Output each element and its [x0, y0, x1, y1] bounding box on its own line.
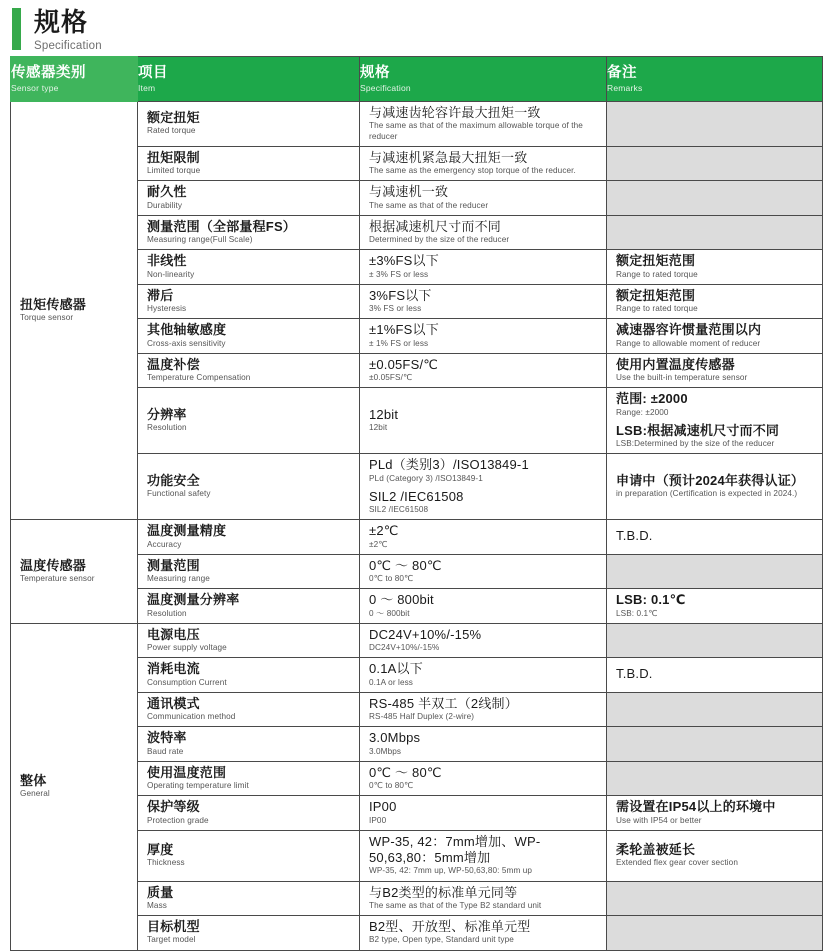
- remark-en: Use with IP54 or better: [616, 815, 702, 825]
- remarks-cell: [607, 658, 823, 693]
- remarks-cell: [607, 388, 823, 454]
- remark-en: LSB: 0.1℃: [616, 608, 658, 618]
- remark-en-2: LSB:Determined by the size of the reducer: [616, 439, 775, 448]
- item-cell: [138, 353, 360, 388]
- remarks-cell: [607, 881, 823, 916]
- remark-cn: 额定扭矩范围: [616, 253, 696, 269]
- column-header-specification-en: Specification: [360, 83, 411, 94]
- specification-cell: [360, 388, 607, 454]
- specification-cn: 0℃ ～ 80℃: [369, 764, 442, 780]
- item-cell: [138, 589, 360, 624]
- item-cn: 波特率: [147, 730, 187, 746]
- remark-en: Range to rated torque: [616, 304, 698, 313]
- remarks-cell: [607, 250, 823, 285]
- table-body: [11, 102, 823, 951]
- sensor-type-en: Temperature sensor: [20, 574, 95, 583]
- specification-en: ±0.05FS/℃: [369, 373, 413, 382]
- item-cell: [138, 102, 360, 147]
- specification-en: DC24V+10%/-15%: [369, 643, 440, 652]
- specification-en: 0℃ to 80℃: [369, 574, 414, 583]
- item-cn: 消耗电流: [147, 661, 200, 677]
- specification-cell: [360, 727, 607, 762]
- item-cell: [138, 796, 360, 831]
- item-en: Functional safety: [147, 489, 211, 499]
- sensor-type-en: General: [20, 789, 50, 799]
- item-en: Consumption Current: [147, 677, 227, 687]
- item-cell: [138, 658, 360, 693]
- specification-cell: [360, 623, 607, 658]
- specification-cn: WP-35, 42：7mm增加、WP-50,63,80：5mm增加: [369, 833, 541, 865]
- specification-cn: 0 ～ 800bit: [369, 592, 434, 608]
- sensor-type-cell: [11, 102, 138, 520]
- column-header-sensor-type: [11, 57, 138, 102]
- specification-en: The same as the emergency stop torque of the reducer.: [369, 166, 576, 175]
- specification-cn: ±2℃: [369, 523, 399, 539]
- specification-cell: [360, 250, 607, 285]
- specification-en: 12bit: [369, 423, 388, 433]
- item-en: Limited torque: [147, 166, 201, 175]
- column-header-item: [138, 57, 360, 102]
- specification-cell: [360, 181, 607, 216]
- specification-en: PLd (Category 3) /ISO13849-1: [369, 473, 483, 483]
- item-en: Temperature Compensation: [147, 373, 251, 382]
- remarks-cell: [607, 554, 823, 589]
- item-cell: [138, 554, 360, 589]
- remarks-cell: [607, 796, 823, 831]
- sensor-type-cell: [11, 623, 138, 950]
- specification-en: 0 ～ 800bit: [369, 608, 410, 618]
- specification-cn: 与减速齿轮容许最大扭矩一致: [369, 105, 541, 120]
- specification-cell: [360, 520, 607, 555]
- remarks-cell: [607, 727, 823, 762]
- item-cell: [138, 727, 360, 762]
- specification-table: [10, 56, 823, 951]
- specification-cell: [360, 692, 607, 727]
- specification-cn: 与减速机一致: [369, 184, 449, 200]
- item-cn: 目标机型: [147, 919, 200, 934]
- item-en: Power supply voltage: [147, 643, 227, 652]
- specification-cell: [360, 102, 607, 147]
- remark-cn: 范围: ±2000: [616, 391, 688, 407]
- remark-cn: LSB: 0.1℃: [616, 592, 686, 608]
- column-header-sensor-type-cn: 传感器类别: [11, 64, 86, 81]
- item-en: Cross-axis sensitivity: [147, 338, 226, 348]
- item-cn: 温度补偿: [147, 356, 200, 372]
- specification-cell: [360, 284, 607, 319]
- specification-cn: 3.0Mbps: [369, 730, 421, 746]
- remarks-cell: [607, 692, 823, 727]
- specification-en: The same as that of the reducer: [369, 200, 489, 210]
- remarks-cell: [607, 102, 823, 147]
- specification-cn: IP00: [369, 799, 397, 815]
- item-cn: 测量范围（全部量程FS）: [147, 218, 297, 234]
- item-cn: 通讯模式: [147, 695, 200, 711]
- item-en: Communication method: [147, 712, 236, 721]
- specification-en: The same as that of the maximum allowable torque of the reducer: [369, 121, 583, 141]
- sensor-type-cell: [11, 520, 138, 624]
- column-header-item-en: Item: [138, 83, 156, 94]
- item-cn: 使用温度范围: [147, 764, 227, 780]
- specification-cell: [360, 881, 607, 916]
- specification-en-2: SIL2 /IEC61508: [369, 505, 429, 514]
- specification-en: 3% FS or less: [369, 304, 422, 313]
- specification-cn: ±0.05FS/℃: [369, 356, 439, 372]
- remark-en: in preparation (Certification is expected in 2024.): [616, 489, 798, 499]
- remark-en: Extended flex gear cover section: [616, 858, 738, 868]
- specification-cn: 0.1A以下: [369, 661, 423, 677]
- item-cn: 额定扭矩: [147, 110, 200, 126]
- specification-en: ± 1% FS or less: [369, 338, 429, 348]
- table-row: [11, 520, 823, 555]
- specification-en: 0.1A or less: [369, 677, 413, 687]
- specification-en: 3.0Mbps: [369, 746, 402, 756]
- remark-cn-2: LSB:根据减速机尺寸而不同: [616, 422, 780, 438]
- remarks-cell: [607, 146, 823, 181]
- item-cn: 耐久性: [147, 184, 187, 200]
- item-cell: [138, 319, 360, 354]
- specification-cn: PLd（类别3）/ISO13849-1: [369, 457, 529, 473]
- specification-cell: [360, 454, 607, 520]
- specification-cell: [360, 658, 607, 693]
- remark-en: Use the built-in temperature sensor: [616, 373, 748, 382]
- specification-en: ± 3% FS or less: [369, 269, 429, 279]
- page-title: 规格: [34, 7, 89, 37]
- remarks-cell: [607, 353, 823, 388]
- item-cell: [138, 284, 360, 319]
- title-text-wrap: [34, 8, 102, 53]
- remark-en: Range to rated torque: [616, 269, 698, 279]
- item-cn: 其他轴敏感度: [147, 322, 227, 338]
- remarks-cell: [607, 181, 823, 216]
- specification-cell: [360, 215, 607, 250]
- remark-cn: 额定扭矩范围: [616, 287, 696, 303]
- remarks-cell: [607, 589, 823, 624]
- remarks-cell: [607, 319, 823, 354]
- specification-cn: B2型、开放型、标准单元型: [369, 919, 531, 934]
- remark-en: Range to allowable moment of reducer: [616, 338, 761, 348]
- specification-en: ±2℃: [369, 539, 388, 549]
- remark-cn: 柔轮盖被延长: [616, 841, 696, 857]
- item-cn: 温度测量精度: [147, 523, 227, 539]
- item-cell: [138, 520, 360, 555]
- specification-cell: [360, 146, 607, 181]
- specification-cn: 3%FS以下: [369, 287, 432, 303]
- title-accent-bar: [12, 8, 21, 50]
- item-en: Baud rate: [147, 746, 184, 756]
- specification-cell: [360, 554, 607, 589]
- item-en: Resolution: [147, 423, 187, 433]
- column-header-specification: [360, 57, 607, 102]
- item-cell: [138, 761, 360, 796]
- remark-cn: 使用内置温度传感器: [616, 356, 735, 372]
- remark-cn: T.B.D.: [616, 666, 653, 682]
- column-header-remarks-en: Remarks: [607, 83, 643, 94]
- specification-cn: 0℃ ～ 80℃: [369, 557, 442, 573]
- remark-cn: T.B.D.: [616, 528, 653, 544]
- item-cn: 滞后: [147, 287, 174, 303]
- specification-cn: RS-485 半双工（2线制）: [369, 695, 518, 711]
- table-row: [11, 102, 823, 147]
- specification-en: WP-35, 42: 7mm up, WP-50,63,80: 5mm up: [369, 866, 533, 876]
- item-cn: 质量: [147, 884, 174, 900]
- item-en: Durability: [147, 200, 183, 210]
- specification-en: 0℃ to 80℃: [369, 781, 414, 790]
- item-cell: [138, 916, 360, 951]
- specification-cell: [360, 319, 607, 354]
- item-cn: 厚度: [147, 841, 174, 857]
- item-cell: [138, 250, 360, 285]
- remarks-cell: [607, 623, 823, 658]
- item-en: Measuring range: [147, 574, 210, 583]
- item-cell: [138, 146, 360, 181]
- item-cell: [138, 454, 360, 520]
- specification-cn: 与B2类型的标准单元同等: [369, 884, 518, 900]
- remark-cn: 申请中（预计2024年获得认证）: [616, 473, 805, 488]
- item-cn: 非线性: [147, 253, 187, 269]
- item-cell: [138, 215, 360, 250]
- table-header-row: [11, 57, 823, 102]
- item-cell: [138, 692, 360, 727]
- remarks-cell: [607, 215, 823, 250]
- table-header: [11, 57, 823, 102]
- item-cell: [138, 388, 360, 454]
- remark-cn: 需设置在IP54以上的环境中: [616, 799, 776, 815]
- specification-cn: ±1%FS以下: [369, 322, 439, 338]
- specification-cell: [360, 796, 607, 831]
- item-cell: [138, 830, 360, 881]
- sensor-type-cn: 温度传感器: [20, 557, 87, 573]
- item-en: Rated torque: [147, 126, 196, 136]
- item-cell: [138, 881, 360, 916]
- specification-cell: [360, 916, 607, 951]
- remarks-cell: [607, 284, 823, 319]
- specification-en: IP00: [369, 815, 387, 825]
- specification-cn-2: SIL2 /IEC61508: [369, 488, 464, 504]
- item-en: Non-linearity: [147, 269, 195, 279]
- item-cell: [138, 181, 360, 216]
- item-cn: 保护等级: [147, 799, 200, 815]
- specification-cell: [360, 353, 607, 388]
- item-cn: 分辨率: [147, 407, 187, 422]
- item-cn: 测量范围: [147, 557, 200, 573]
- specification-cn: 根据减速机尺寸而不同: [369, 218, 502, 234]
- spec-table-wrap: [0, 56, 832, 951]
- page-subtitle: Specification: [34, 40, 102, 52]
- item-en: Resolution: [147, 608, 187, 618]
- remarks-cell: [607, 830, 823, 881]
- specification-cn: 12bit: [369, 407, 399, 422]
- specification-cn: ±3%FS以下: [369, 253, 439, 269]
- column-header-item-cn: 项目: [138, 64, 168, 81]
- item-cn: 功能安全: [147, 473, 200, 488]
- specification-cell: [360, 830, 607, 881]
- item-en: Operating temperature limit: [147, 781, 249, 790]
- specification-en: The same as that of the Type B2 standard unit: [369, 900, 542, 910]
- column-header-specification-cn: 规格: [360, 64, 390, 81]
- item-en: Accuracy: [147, 539, 182, 549]
- item-en: Hysteresis: [147, 304, 187, 313]
- page-title-block: [0, 0, 832, 56]
- column-header-sensor-type-en: Sensor type: [11, 83, 59, 94]
- remarks-cell: [607, 520, 823, 555]
- specification-cell: [360, 589, 607, 624]
- column-header-remarks-cn: 备注: [607, 64, 637, 81]
- item-en: Target model: [147, 935, 196, 945]
- specification-cn: 与减速机紧急最大扭矩一致: [369, 149, 528, 165]
- specification-cn: DC24V+10%/-15%: [369, 626, 482, 642]
- item-cn: 温度测量分辨率: [147, 592, 240, 608]
- item-en: Thickness: [147, 858, 185, 868]
- table-row: [11, 623, 823, 658]
- specification-en: RS-485 Half Duplex (2-wire): [369, 712, 475, 721]
- remarks-cell: [607, 454, 823, 520]
- item-cell: [138, 623, 360, 658]
- item-cn: 电源电压: [147, 626, 200, 642]
- remark-cn: 减速器容许惯量范围以内: [616, 322, 762, 338]
- specification-en: B2 type, Open type, Standard unit type: [369, 935, 514, 945]
- remark-en: Range: ±2000: [616, 407, 669, 417]
- column-header-remarks: [607, 57, 823, 102]
- item-cn: 扭矩限制: [147, 149, 200, 165]
- sensor-type-cn: 整体: [20, 772, 47, 788]
- specification-en: Determined by the size of the reducer: [369, 235, 510, 244]
- specification-cell: [360, 761, 607, 796]
- item-en: Protection grade: [147, 815, 209, 825]
- remarks-cell: [607, 761, 823, 796]
- sensor-type-cn: 扭矩传感器: [20, 296, 87, 312]
- item-en: Measuring range(Full Scale): [147, 235, 253, 244]
- sensor-type-en: Torque sensor: [20, 313, 74, 323]
- item-en: Mass: [147, 900, 167, 910]
- remarks-cell: [607, 916, 823, 951]
